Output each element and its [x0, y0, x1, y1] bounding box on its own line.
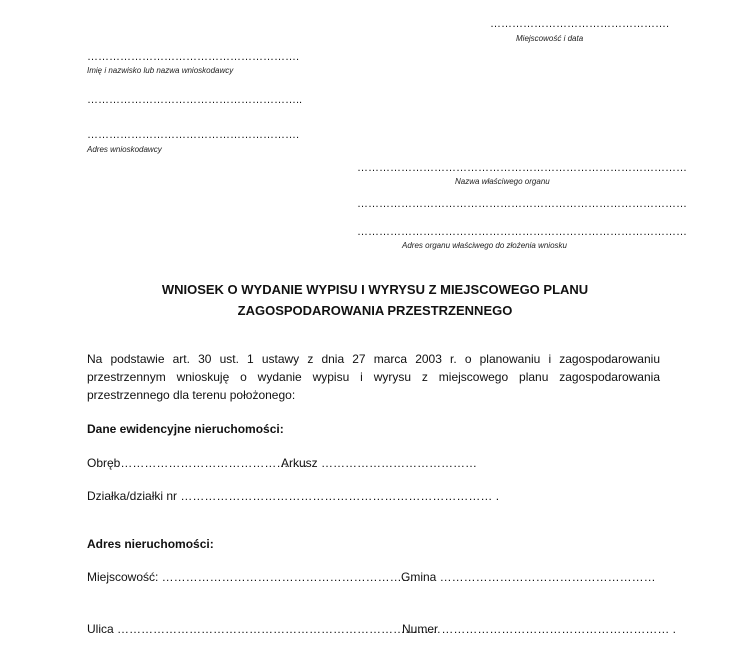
- applicant-line-2: …………………………………………………..: [87, 94, 303, 106]
- applicant-address-caption: Adres wnioskodawcy: [87, 145, 162, 154]
- document-title-line-2: ZAGOSPODAROWANIA PRZESTRZENNEGO: [237, 303, 513, 318]
- organ-name-caption: Nazwa właściwego organu: [455, 177, 550, 186]
- numer-field: Numer ………………………………………………… .: [402, 622, 677, 636]
- property-address-heading: Adres nieruchomości:: [87, 537, 214, 551]
- applicant-name-caption: Imię i nazwisko lub nazwa wnioskodawcy: [87, 66, 234, 75]
- dzialka-field: Działka/działki nr …………………………………………………………………… .: [87, 489, 500, 503]
- obreb-field: Obręb………………………………………..: [87, 456, 308, 470]
- applicant-name-dotted-line: ………………………………………………….: [87, 51, 300, 63]
- organ-line-2: ………………………………………………………………………………: [357, 198, 687, 210]
- registry-data-heading: Dane ewidencyjne nieruchomości:: [87, 422, 284, 436]
- miejscowosc-field: Miejscowość: ……………………………………………………….: [87, 570, 418, 584]
- organ-name-dotted-line: ………………………………………………………………………………: [357, 162, 687, 174]
- organ-address-dotted-line: ………………………………………………………………………………: [357, 226, 687, 238]
- document-title-line-1: WNIOSEK O WYDANIE WYPISU I WYRYSU Z MIEJSCOWEGO PLANU: [161, 282, 589, 297]
- arkusz-field: Arkusz …………………………………: [281, 456, 478, 470]
- gmina-field: Gmina ………………………………………………: [401, 570, 656, 584]
- legal-basis-paragraph: Na podstawie art. 30 ust. 1 ustawy z dnia 27 marca 2003 r. o planowaniu i zagospodarowaniu przestrzennym wnioskuję o wydanie wypisu i wyrysu z miejscowego planu zagospodarowania przestrzennego dla terenu położonego:: [87, 352, 660, 402]
- place-date-dotted-line: ………………………………………….: [490, 18, 670, 30]
- place-date-caption: Miejscowość i data: [516, 34, 584, 43]
- ulica-field: Ulica ………………………………………………………………………: [87, 622, 442, 636]
- applicant-address-dotted-line: ………………………………………………….: [87, 129, 300, 141]
- organ-address-caption: Adres organu właściwego do złożenia wniosku: [402, 241, 567, 250]
